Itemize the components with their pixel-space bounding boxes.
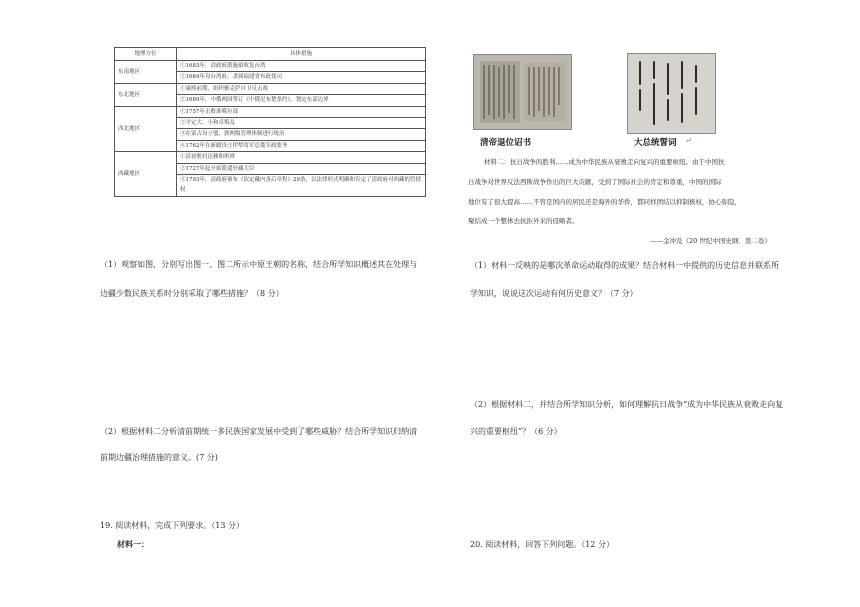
- material-2-source: ——金冲及《20 世纪中国史纲．第二卷》: [650, 237, 771, 245]
- area-northwest: 西北地区: [115, 106, 177, 152]
- return-mark-icon: ↵: [685, 136, 692, 145]
- left-q2-line1: （2）根据材料二分析清前期统一多民族国家发展中受到了哪些威胁？结合所学知识归纳清: [100, 427, 418, 436]
- table-cell: ②1684年设台湾府，隶属福建省布政使司: [177, 72, 426, 83]
- left-q1-line2: 边疆少数民族关系时分别采取了哪些措施？（8 分）: [100, 289, 284, 298]
- right-q1-line1: （1）材料一反映的是哪次革命运动取得的成果？结合材料一中提供的历史信息并联系所: [470, 261, 780, 270]
- area-southeast: 东南地区: [115, 61, 177, 84]
- abdication-edict-image: [473, 54, 572, 130]
- material-2-line2: 日战争对世界反法西斯战争作出的巨大贡献，受到了国际社会的肯定和尊重，中国的国际: [468, 178, 722, 186]
- caption-presidential-oath: 大总统誓词: [634, 138, 677, 148]
- table-cell: ①清初册封达赖和班禅: [177, 152, 426, 163]
- table-cell: ③在蒙古设立盟、旗两级管理体制进行统治: [177, 129, 426, 140]
- table-cell: ④1762年在新疆设立伊犁将军总揽军政要务: [177, 140, 426, 151]
- material-2-line3: 地位有了很大提高……不管是国内的居民还是海外的华侨，都同样团结以抑制极权，协心弥隐，: [468, 198, 741, 206]
- right-q2-line2: 兴的重要枢纽”？（6 分）: [470, 427, 562, 436]
- left-q2-line2: 前期边疆治理措施的意义。(7 分): [100, 453, 218, 462]
- table-cell: ③1793年，清政府颁布《钦定藏内善后章程》29条，以法律形式明确和肯定了清政府对西藏的管辖权: [177, 175, 426, 197]
- table-cell: ②1689年，中俄两国签订《中俄尼布楚条约》，划定东部边界: [177, 95, 426, 106]
- table-cell: ②平定大、小和卓叛乱: [177, 118, 426, 129]
- left-q1-line1: （1）观察如图，分别写出图一、图二所示中原王朝的名称，结合所学知识概述其在处理与: [100, 260, 418, 269]
- right-q2-line1: （2）根据材料二，并结合所学知识分析，如何理解抗日战争“成为中华民族从衰败走向复: [470, 400, 784, 409]
- area-tibet: 西藏地区: [115, 152, 177, 197]
- table-cell: ②1727年起开始派遣驻藏大臣: [177, 163, 426, 174]
- right-q1-line2: 学知识，说说这次运动有何历史意义？（7 分）: [470, 289, 638, 298]
- table-cell: ①康熙前期，组织雅克萨自卫反击战: [177, 83, 426, 94]
- question-19: 19. 阅读材料，完成下列要求。（13 分）: [100, 521, 244, 530]
- area-northeast: 东北地区: [115, 83, 177, 106]
- caption-abdication-edict: 清帝退位诏书: [480, 138, 532, 148]
- region-measures-table: [114, 47, 426, 197]
- material-1-label: 材料一：: [117, 539, 149, 549]
- question-20: 20. 阅读材料，回答下列问题。（12 分）: [470, 540, 614, 549]
- material-2-line4: 聚结成一个整体去抗拒外来的侵略者。: [468, 217, 579, 225]
- table-cell: ①1757年击败准噶尔部: [177, 106, 426, 117]
- material-2-line1: 材料二：抗日战争的胜利……成为中华民族从衰败走向复兴的重要枢纽。由于中国抗: [484, 158, 725, 166]
- table-header-area: 地理方位: [115, 48, 177, 61]
- presidential-oath-image: [627, 53, 716, 134]
- table-header-measures: 具体措施: [177, 48, 426, 61]
- table-cell: ①1683年，清政府派施琅收复台湾: [177, 61, 426, 72]
